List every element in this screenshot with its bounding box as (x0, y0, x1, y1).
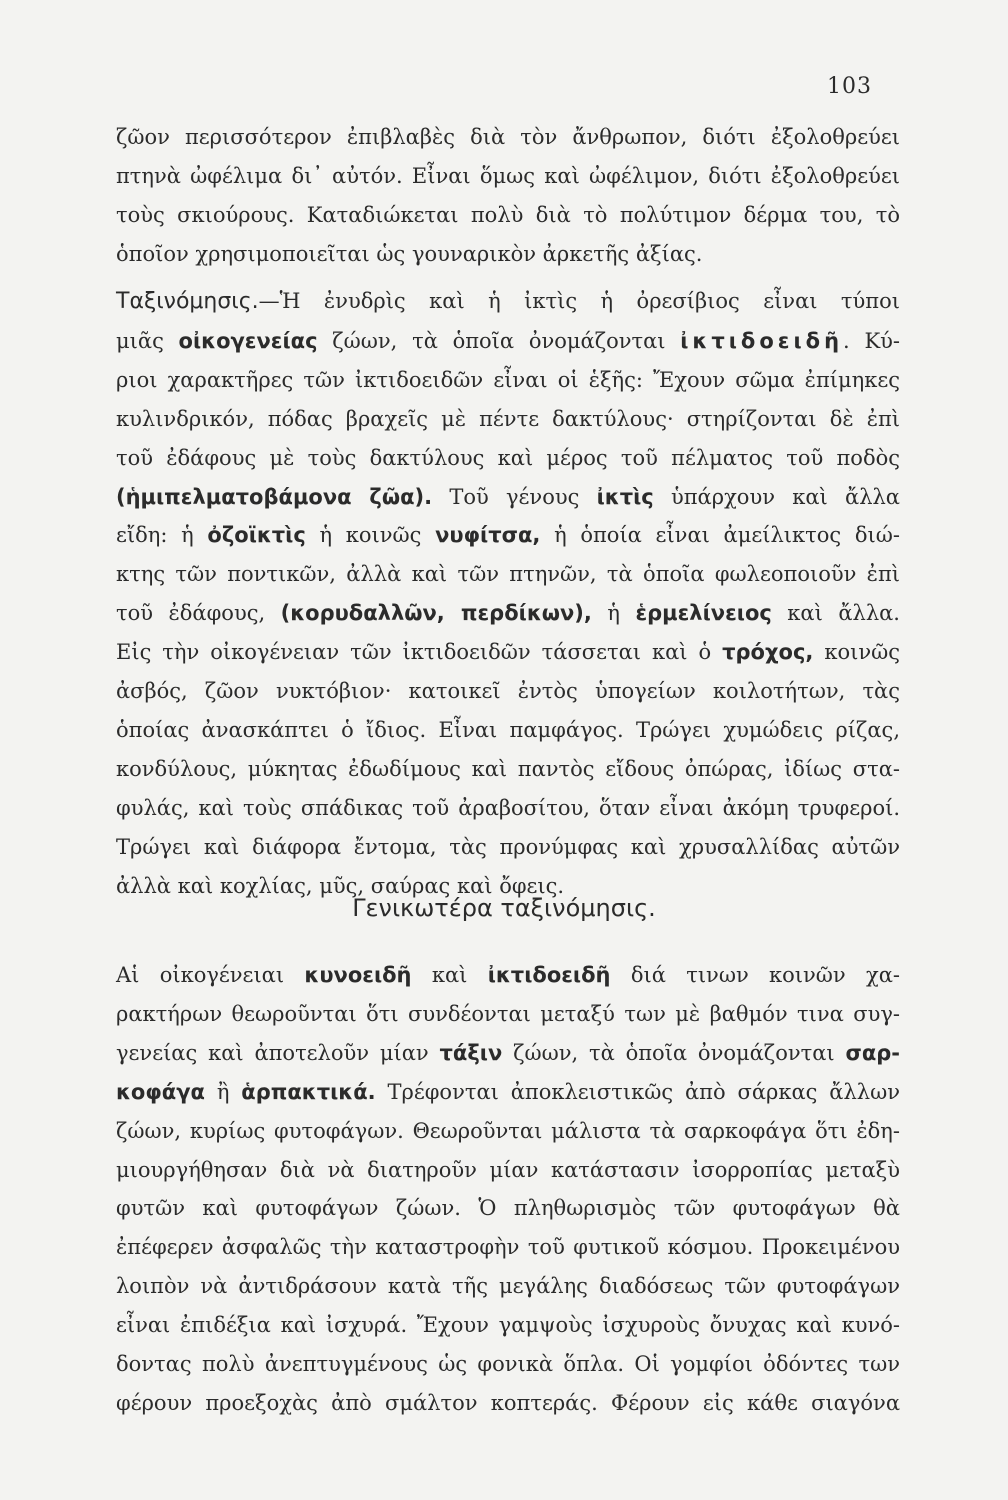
bold-term: νυφίτσα, (435, 523, 541, 548)
text-line: γενείας καὶ ἀποτελοῦν μίαν τάξιν ζώων, τὰ ὁποῖα ὀνομάζονται σαρ- (116, 1040, 900, 1065)
text-line: ἐπέφερεν ἀσφαλῶς τὴν καταστροφὴν τοῦ φυτικοῦ κόσμου. Προκειμένου (116, 1235, 900, 1260)
text-line: φυλάς, καὶ τοὺς σπάδικας τοῦ ἀραβοσίτου, ὅταν εἶναι ἀκόμη τρυφεροί. (116, 795, 900, 820)
bold-term: (ἡμιπελματοβάμονα ζῶα). (116, 484, 433, 509)
text-line: κονδύλους, μύκητας ἐδωδίμους καὶ παντὸς εἴδους ὀπώρας, ἰδίως στα- (116, 756, 900, 781)
text-line: ὁποῖον χρησιμοποιεῖται ὡς γουναρικὸν ἀρκετῆς ἀξίας. (116, 241, 703, 266)
text-line: ἀσβός, ζῶον νυκτόβιον· κατοικεῖ ἐντὸς ὑπογείων κοιλοτήτων, τὰς (116, 679, 900, 704)
text-line: ριοι χαρακτῆρες τῶν ἰκτιδοειδῶν εἶναι οἱ ἑξῆς: Ἔχουν σῶμα ἐπίμηκες (116, 367, 900, 392)
text-line: κυλινδρικόν, πόδας βραχεῖς μὲ πέντε δακτύλους· στηρίζονται δὲ ἐπὶ (116, 406, 900, 431)
paragraph-general-classification (116, 956, 900, 1423)
bold-term: (κορυδαλλῶν, περδίκων), (280, 601, 592, 626)
text-line: μιουργήθησαν διὰ νὰ διατηροῦν μίαν κατάστασιν ἰσορροπίας μεταξὺ (116, 1157, 900, 1182)
paragraph-weasel-description (116, 118, 900, 274)
section-heading: Γενικωτέρα ταξινόμησις. (352, 894, 656, 922)
text-line: ἀλλὰ καὶ κοχλίας, μῦς, σαύρας καὶ ὄφεις. (116, 873, 565, 898)
bold-term: κοφάγα (116, 1079, 205, 1104)
text-line: κοφάγα ἢ ἁρπακτικά. Τρέφονται ἀποκλειστικῶς ἀπὸ σάρκας ἄλλων (116, 1079, 900, 1104)
bold-term: οἰκογενείας (178, 328, 318, 353)
text-line: ζώων, κυρίως φυτοφάγων. Θεωροῦνται μάλιστα τὰ σαρκοφάγα ὅτι ἐδη- (116, 1118, 900, 1143)
bold-term: ἑρμελίνειος (635, 601, 772, 626)
text-line: τοῦ ἐδάφους, (κορυδαλλῶν, περδίκων), ἡ ἑρμελίνειος καὶ ἄλλα. (116, 601, 900, 626)
bold-term: ἰκτιδοειδῆ (487, 963, 611, 987)
bold-term: ἰκτιδοειδῆ (680, 328, 844, 353)
bold-term: τάξιν (439, 1040, 503, 1065)
text-line: λοιπὸν νὰ ἀντιδράσουν κατὰ τῆς μεγάλης διαδόσεως τῶν φυτοφάγων (116, 1274, 900, 1299)
bold-term: κυνοειδῆ (304, 963, 412, 987)
bold-term: τρόχος, (722, 640, 814, 665)
bold-term: σαρ- (845, 1040, 900, 1065)
text-line: τοὺς σκιούρους. Καταδιώκεται πολὺ διὰ τὸ πολύτιμον δέρμα του, τὸ (116, 202, 900, 227)
page-number: 103 (827, 74, 872, 99)
text-line: (ἡμιπελματοβάμονα ζῶα). Τοῦ γένους ἰκτὶς ὑπάρχουν καὶ ἄλλα (116, 484, 900, 509)
text-line: Τρώγει καὶ διάφορα ἔντομα, τὰς προνύμφας καὶ χρυσαλλίδας αὐτῶν (116, 834, 900, 859)
text-line: εἴδη: ἡ ὀζοϊκτὶς ἡ κοινῶς νυφίτσα, ἡ ὁποία εἶναι ἀμείλικτος διώ- (116, 523, 900, 548)
text-line: δοντας πολὺ ἀνεπτυγμένους ὡς φονικὰ ὅπλα. Οἱ γομφίοι ὀδόντες των (116, 1352, 900, 1377)
text-line: μιᾶς οἰκογενείας ζώων, τὰ ὁποῖα ὀνομάζονται ἰκτιδοειδῆ. Κύ- (116, 328, 900, 353)
text-line: φυτῶν καὶ φυτοφάγων ζώων. Ὁ πληθωρισμὸς τῶν φυτοφάγων θὰ (116, 1196, 900, 1221)
text-line: Αἱ οἰκογένειαι κυνοειδῆ καὶ ἰκτιδοειδῆ διά τινων κοινῶν χα- (116, 963, 901, 987)
text-line: εἶναι ἐπιδέξια καὶ ἰσχυρά. Ἔχουν γαμψοὺς ἰσχυροὺς ὄνυχας καὶ κυνό- (116, 1313, 900, 1338)
text-line: κτης τῶν ποντικῶν, ἀλλὰ καὶ τῶν πτηνῶν, τὰ ὁποῖα φωλεοποιοῦν ἐπὶ (116, 562, 900, 587)
paragraph-classification (116, 282, 900, 906)
bold-term: ὀζοϊκτὶς (207, 523, 306, 548)
run-in-heading: Ταξινόμησις. (116, 289, 259, 314)
bold-term: ἁρπακτικά. (241, 1079, 376, 1104)
text-line: ζῶον περισσότερον ἐπιβλαβὲς διὰ τὸν ἄνθρωπον, διότι ἐξολοθρεύει (116, 125, 900, 149)
text-line: Εἰς τὴν οἰκογένειαν τῶν ἰκτιδοειδῶν τάσσεται καὶ ὁ τρόχος, κοινῶς (116, 640, 900, 665)
text-line: ὁποίας ἀνασκάπτει ὁ ἴδιος. Εἶναι παμφάγος. Τρώγει χυμώδεις ρίζας, (116, 717, 900, 742)
text-line: τοῦ ἐδάφους μὲ τοὺς δακτύλους καὶ μέρος τοῦ πέλματος τοῦ ποδὸς (116, 445, 900, 470)
text-line: Ταξινόμησις.—Ἡ ἐνυδρὶς καὶ ἡ ἰκτὶς ἡ ὀρεσίβιος εἶναι τύποι (116, 289, 900, 314)
text-line: πτηνὰ ὠφέλιμα δι᾽ αὐτόν. Εἶναι ὅμως καὶ ὠφέλιμον, διότι ἐξολοθρεύει (116, 163, 900, 188)
text-line: φέρουν προεξοχὰς ἀπὸ σμάλτον κοπτεράς. Φέρουν εἰς κάθε σιαγόνα (116, 1390, 900, 1415)
bold-term: ἰκτὶς (596, 484, 654, 509)
text-line: ρακτήρων θεωροῦνται ὅτι συνδέονται μεταξύ των μὲ βαθμόν τινα συγ- (116, 1001, 900, 1026)
